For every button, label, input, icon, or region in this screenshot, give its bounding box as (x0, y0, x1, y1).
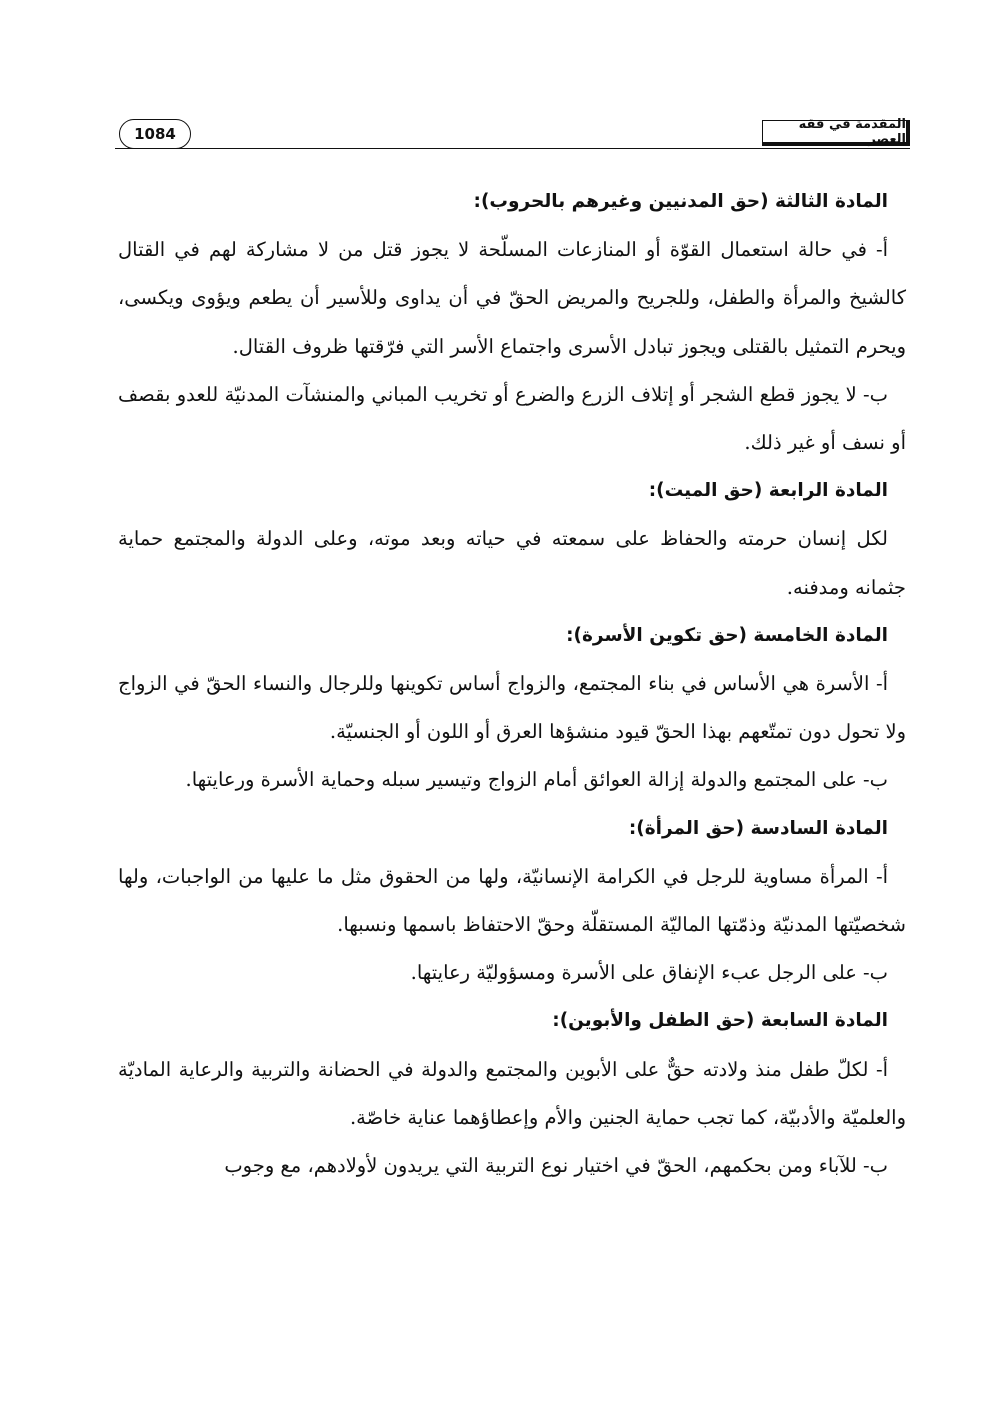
article-heading-7: المادة السابعة (حق الطفل والأبوين): (552, 1010, 888, 1032)
header-rule (115, 148, 910, 149)
article-7-clause-a: أ- لكلّ طفل منذ ولادته حقٌّ على الأبوين والمجتمع والدولة في الحضانة والتربية والرعاية الماديّة والعلميّة والأدبيّة، كما تجب حماية الجنين والأم وإعطاؤهما عناية خاصّة. (118, 1057, 906, 1129)
article-heading-4: المادة الرابعة (حق الميت): (648, 480, 888, 502)
page-body (118, 178, 906, 1190)
article-5-clause-a: أ- الأسرة هي الأساس في بناء المجتمع، والزواج أساس تكوينها وللرجال والنساء الحقّ في الزواج ولا تحول دون تمتّعهم بهذا الحقّ قيود منشؤها العرق أو اللون أو الجنسيّة. (118, 672, 906, 744)
page-header (115, 118, 910, 150)
article-heading-5: المادة الخامسة (حق تكوين الأسرة): (566, 624, 888, 646)
article-3-clause-b: ب- لا يجوز قطع الشجر أو إتلاف الزرع والضرع أو تخريب المباني والمنشآت المدنيّة للعدو بقصف أو نسف أو غير ذلك. (118, 382, 906, 455)
article-4-text: لكل إنسان حرمته والحفاظ على سمعته في حياته وبعد موته، وعلى الدولة والمجتمع حماية جثمانه ومدفنه. (118, 527, 906, 599)
article-3-clause-a: أ- في حالة استعمال القوّة أو المنازعات المسلّحة لا يجوز قتل من لا مشاركة لهم في القتال كالشيخ والمرأة والطفل، وللجريح والمريض الحقّ في أن يداوى وللأسير أن يطعم ويؤوى ويكسى، ويحرم التمثيل بالقتلى ويجوز تبادل الأسرى واجتماع الأسر التي فرّقتها ظروف القتال. (118, 238, 906, 358)
book-title: المقدمة في فقه العصر (762, 120, 910, 146)
article-5-clause-b: ب- على المجتمع والدولة إزالة العوائق أمام الزواج وتيسير سبله وحماية الأسرة ورعايتها. (185, 768, 888, 792)
article-heading-3: المادة الثالثة (حق المدنيين وغيرهم بالحروب): (473, 191, 888, 212)
article-7-clause-b: ب- للآباء ومن بحكمهم، الحقّ في اختيار نوع التربية التي يريدون لأولادهم، مع وجوب (224, 1154, 888, 1178)
page-number: 1084 (119, 119, 191, 149)
article-6-clause-a: أ- المرأة مساوية للرجل في الكرامة الإنسانيّة، ولها من الحقوق مثل ما عليها من الواجبات، ولها شخصيّتها المدنيّة وذمّتها الماليّة المستقلّة وحقّ الاحتفاظ باسمها ونسبها. (118, 864, 906, 937)
article-6-clause-b: ب- على الرجل عبء الإنفاق على الأسرة ومسؤوليّة رعايتها. (410, 961, 888, 985)
article-heading-6: المادة السادسة (حق المرأة): (628, 817, 888, 839)
